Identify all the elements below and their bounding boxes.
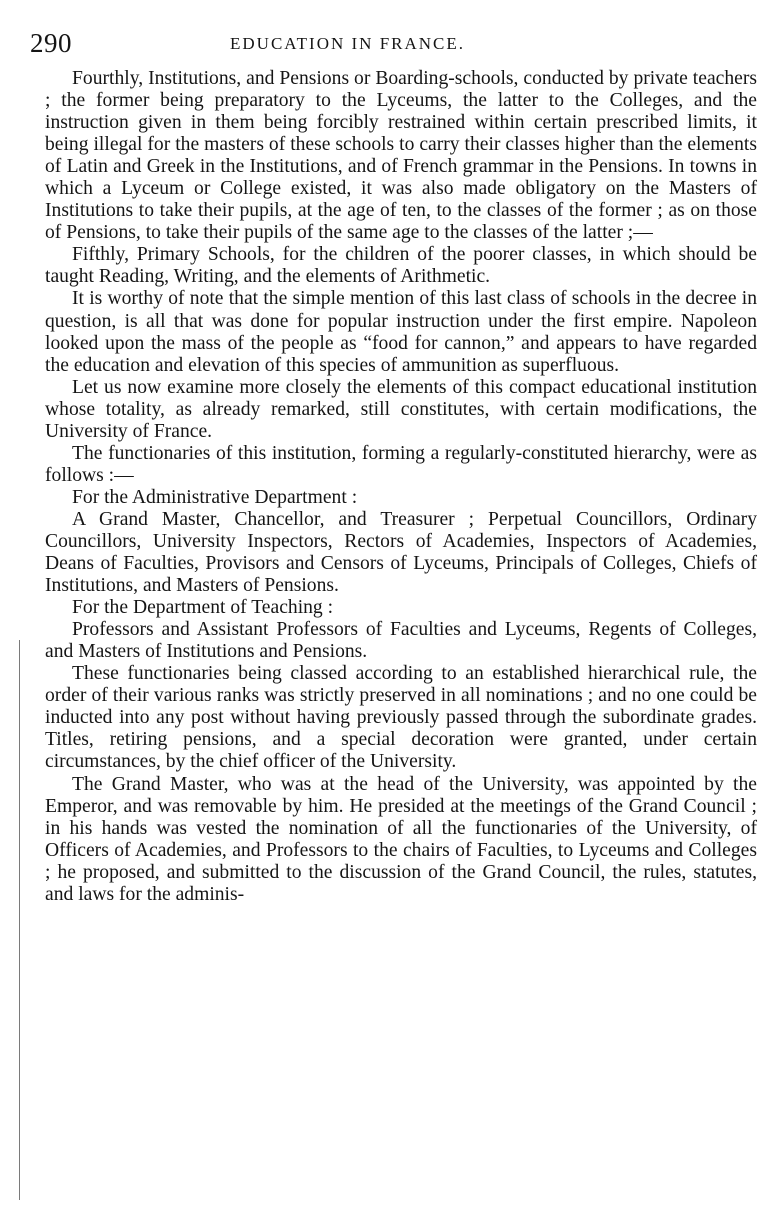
page-header [0, 28, 782, 58]
paragraph-examine: Let us now examine more closely the elements of this compact educational institution whose totality, as already remarked, still constitutes, with certain modifications, the University of France. [45, 376, 757, 442]
paragraph-teaching-list: Professors and Assistant Professors of Faculties and Lyceums, Regents of Colleges, and Masters of Institutions and Pensions. [45, 619, 757, 663]
body-text [45, 68, 757, 906]
paragraph-teaching-heading: For the Department of Teaching : [72, 597, 334, 619]
paragraph-administrative-heading: For the Administrative Department : [72, 486, 358, 508]
paragraph-note-popular-instruction: It is worthy of note that the simple mention of this last class of schools in the decree in question, is all that was done for popular instruction under the first empire. Napoleon looked upon the mass of the people as “food for cannon,” and appears to have regarded the education and elevation of this species of ammunition as superfluous. [45, 288, 757, 376]
paragraph-hierarchy: These functionaries being classed according to an established hierarchical rule, the order of their various ranks was strictly preserved in all nominations ; and no one could be inducted into any post without having previously passed through the subordinate grades. Titles, retiring pensions, and a special decoration were granted, under certain circumstances, by the chief officer of the University. [45, 663, 757, 773]
running-title: EDUCATION IN FRANCE. [230, 34, 466, 53]
paragraph-grand-master: The Grand Master, who was at the head of the University, was appointed by the Emperor, and was removable by him. He presided at the meetings of the Grand Council ; in his hands was vested the nomination of all the functionaries of the University, of Officers of Academies, and Professors to the chairs of Faculties, to Lyceums and Colleges ; he proposed, and submitted to the discussion of the Grand Council, the rules, statutes, and laws for the adminis- [45, 773, 757, 905]
paragraph-administrative-list: A Grand Master, Chancellor, and Treasurer ; Perpetual Councillors, Ordinary Councillors, University Inspectors, Rectors of Academies, Inspectors of Academies, Deans of Faculties, Provisors and Censors of Lyceums, Principals of Colleges, Chiefs of Institutions, and Masters of Pensions. [45, 508, 757, 597]
margin-line [19, 640, 20, 1200]
paragraph-fourthly: Fourthly, Institutions, and Pensions or Boarding-schools, conducted by private teachers ; the former being preparatory to the Lyceums, the latter to the Colleges, and the instruction given in them being forcibly restrained within certain prescribed limits, it being illegal for the masters of these schools to carry their classes higher than the elements of Latin and Greek in the Institutions, and of French grammar in the Pensions. In towns in which a Lyceum or College existed, it was also made obligatory on the Masters of Institutions to take their pupils, at the age of ten, to the classes of the former ; as on those of Pensions, to take their pupils of the same age to the classes of the latter ;— [45, 68, 757, 244]
paragraph-fifthly: Fifthly, Primary Schools, for the children of the poorer classes, in which should be taught Reading, Writing, and the elements of Arithmetic. [45, 244, 757, 288]
paragraph-functionaries: The functionaries of this institution, forming a regularly-constituted hierarchy, were as follows :— [45, 442, 757, 486]
page-number: 290 [30, 28, 72, 58]
